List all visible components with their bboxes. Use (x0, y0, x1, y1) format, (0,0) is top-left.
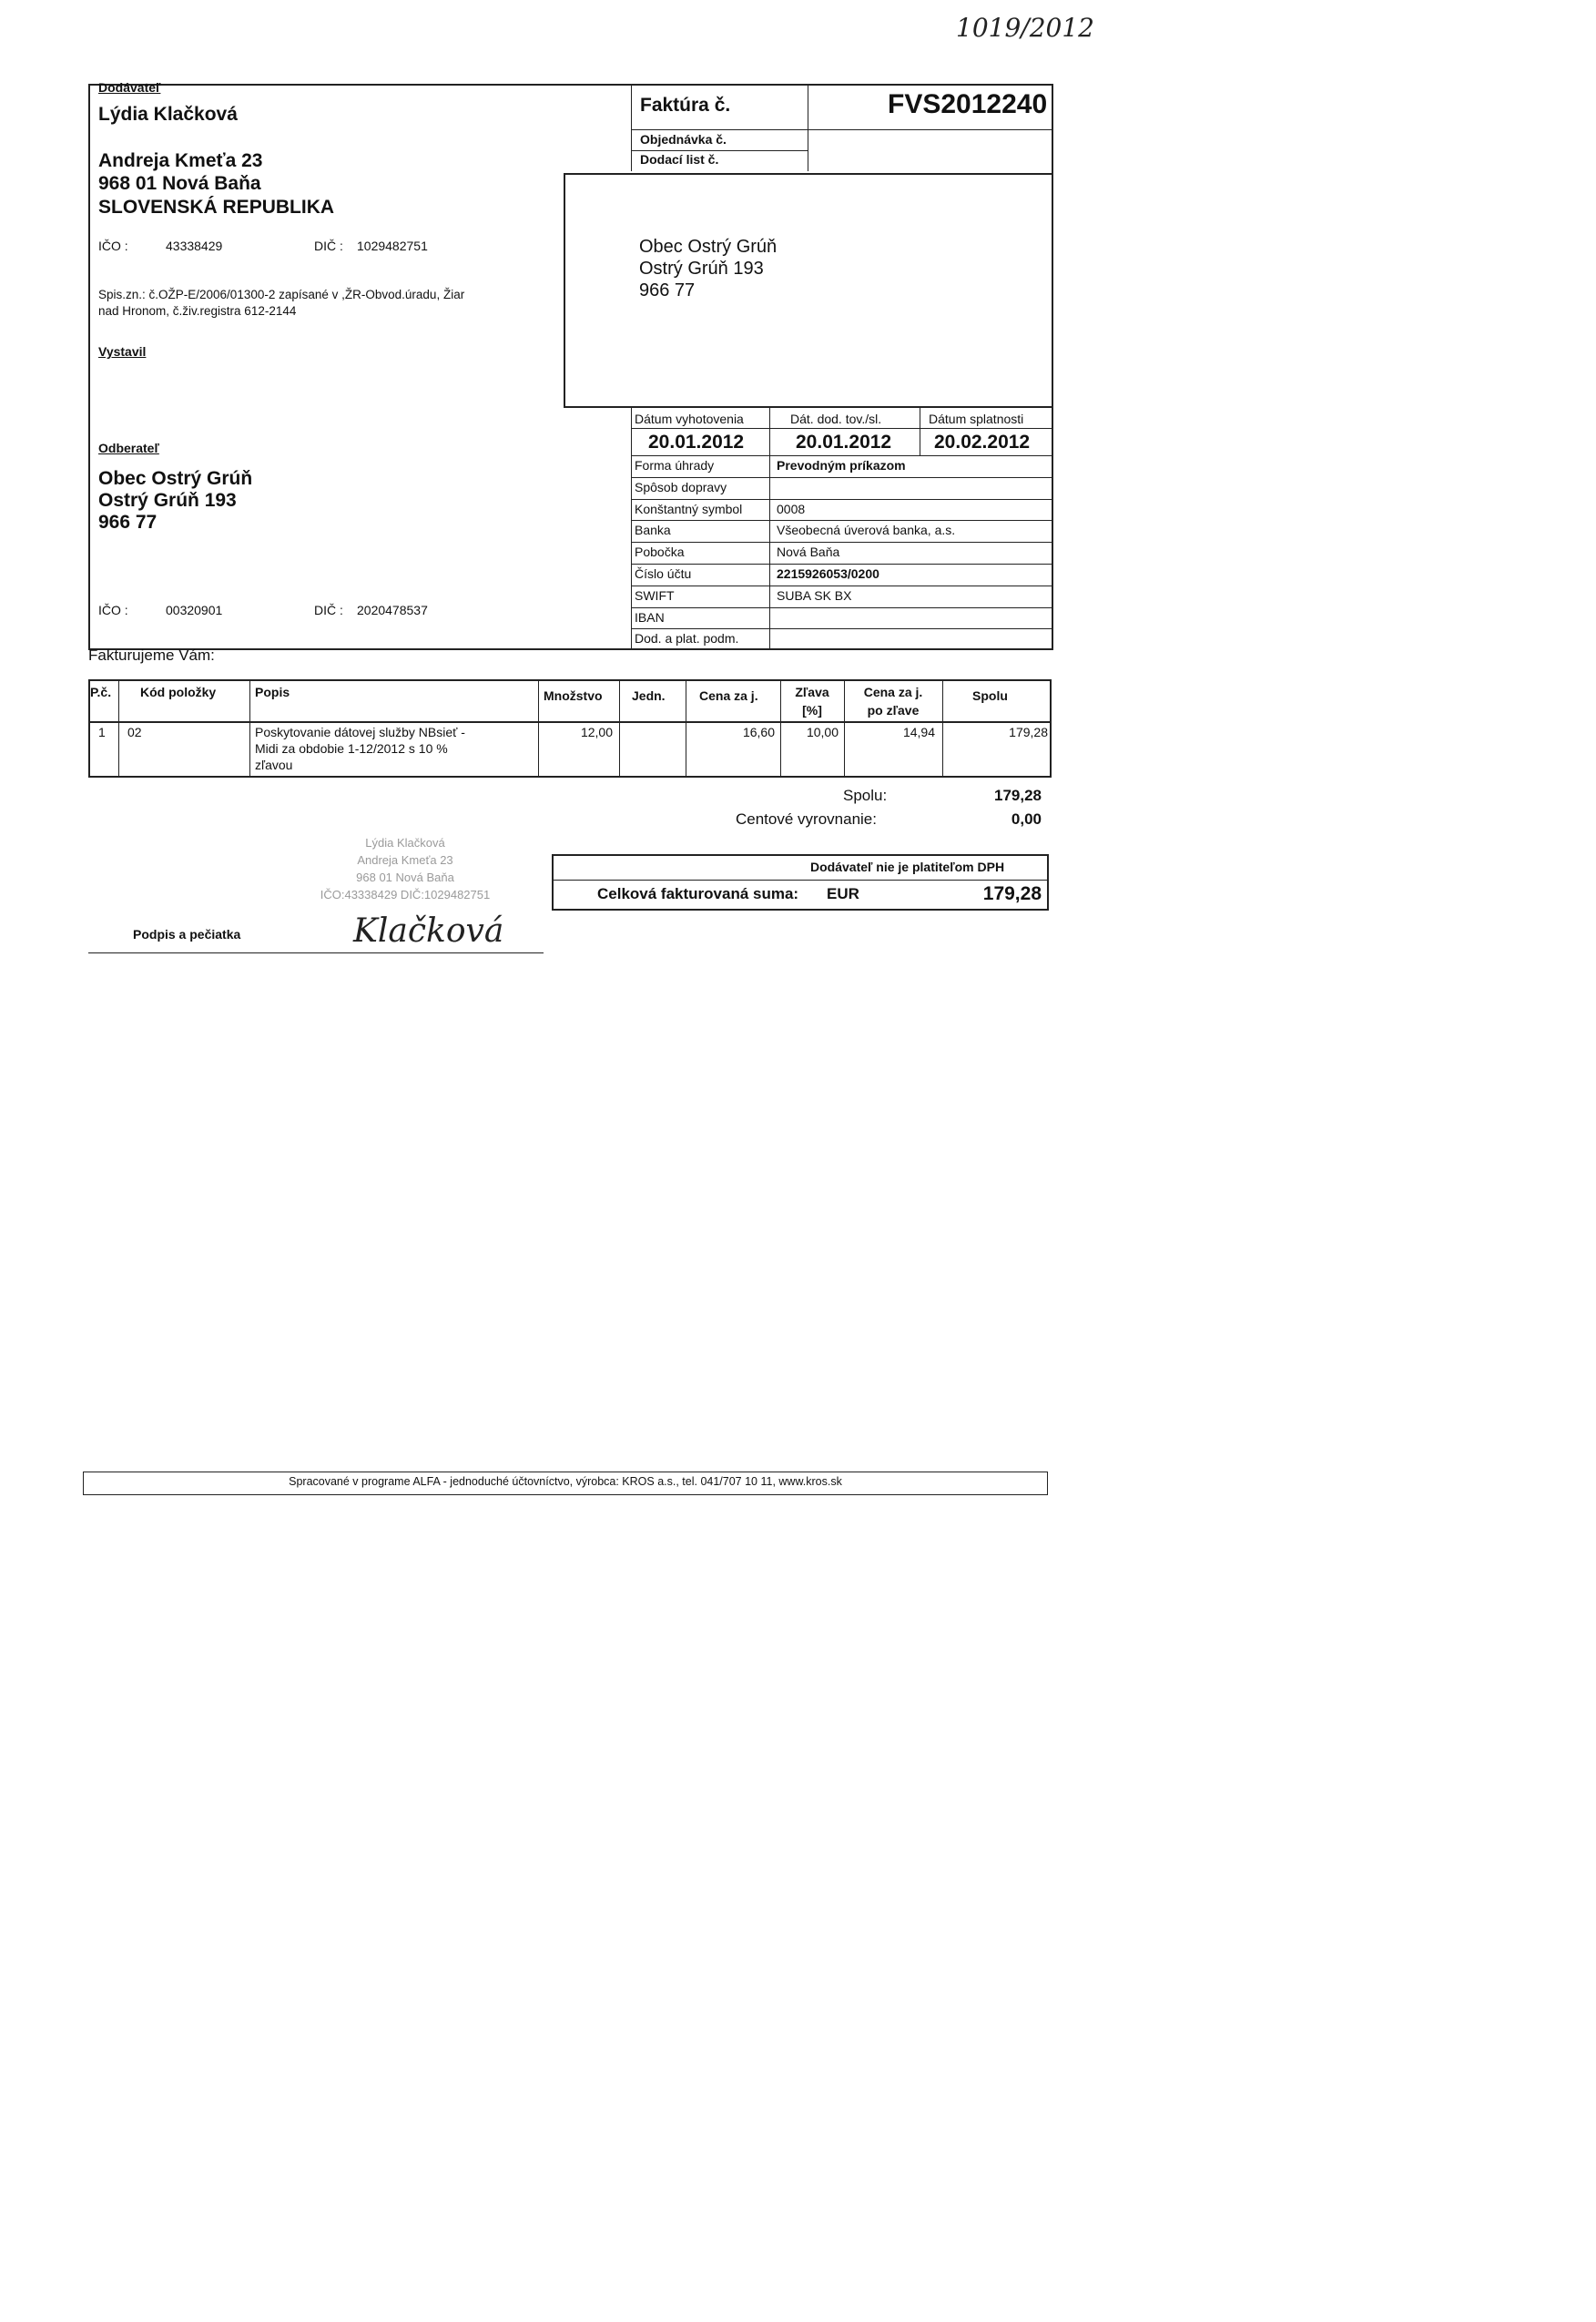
divider (631, 84, 632, 171)
divider (631, 150, 808, 151)
handwritten-signature: Klačková (353, 912, 504, 950)
supplier-street: Andreja Kmeťa 23 (98, 150, 263, 171)
customer-ico: 00320901 (166, 603, 223, 617)
stamp-line3: 968 01 Nová Baňa (356, 871, 454, 884)
handwritten-reference: 1019/2012 (956, 13, 1094, 43)
payment-row-label: Dod. a plat. podm. (635, 631, 739, 647)
col-header-qty: Množstvo (544, 688, 603, 703)
stamp-line1: Lýdia Klačková (365, 836, 445, 850)
row-code: 02 (127, 725, 142, 739)
recipient-address-line1: Obec Ostrý Grúň (639, 237, 778, 257)
divider (249, 679, 250, 778)
issued-by-label: Vystavil (98, 344, 147, 359)
supplier-city: 968 01 Nová Baňa (98, 173, 261, 194)
invoice-title-label: Faktúra č. (640, 95, 731, 116)
payment-row-label: Banka (635, 523, 671, 538)
payment-row-label: IBAN (635, 609, 665, 625)
recipient-address-window (564, 173, 1053, 408)
row-desc-line1: Poskytovanie dátovej služby NBsieť - (255, 725, 465, 739)
payment-row-value: 2215926053/0200 (777, 566, 879, 581)
row-discount: 10,00 (806, 725, 839, 739)
recipient-address-line2: Ostrý Grúň 193 (639, 259, 764, 279)
col-header-total: Spolu (972, 688, 1008, 703)
supplier-ico: 43338429 (166, 239, 223, 253)
supplier-ico-label: IČO : (98, 239, 128, 253)
stamp (291, 834, 519, 903)
supplier-dic-label: DIČ : (314, 239, 343, 253)
vat-note: Dodávateľ nie je platiteľom DPH (810, 860, 1005, 874)
divider (631, 408, 632, 650)
recipient-address-line3: 966 77 (639, 280, 696, 300)
subtotal-label: Spolu: (843, 787, 888, 804)
delivery-note-label: Dodací list č. (640, 152, 719, 167)
payment-row-label: Pobočka (635, 545, 685, 560)
rounding-label: Centové vyrovnanie: (736, 810, 877, 828)
signature-line (88, 952, 544, 953)
payment-row-label: SWIFT (635, 587, 675, 603)
grand-total-value: 179,28 (982, 883, 1042, 904)
divider (88, 721, 1052, 723)
payment-row-label: Číslo účtu (635, 566, 692, 581)
delivery-date-label: Dát. dod. tov./sl. (790, 412, 882, 426)
customer-street: Ostrý Grúň 193 (98, 490, 237, 511)
row-price: 16,60 (742, 725, 775, 739)
col-header-price: Cena za j. (699, 688, 758, 703)
divider (631, 477, 1053, 478)
customer-dic: 2020478537 (357, 603, 428, 617)
row-total: 179,28 (1009, 725, 1048, 739)
col-header-price-after-l2: po zľave (867, 703, 920, 718)
customer-city: 966 77 (98, 512, 158, 533)
currency: EUR (827, 885, 859, 902)
divider (769, 455, 770, 650)
divider (631, 607, 1053, 608)
payment-row-value: Nová Baňa (777, 545, 840, 560)
stamp-line2: Andreja Kmeťa 23 (357, 853, 453, 867)
payment-row-value: SUBA SK BX (777, 587, 852, 603)
supplier-heading: Dodávateľ (98, 80, 161, 95)
col-header-discount-unit: [%] (802, 703, 822, 718)
payment-row-value: 0008 (777, 501, 806, 516)
issue-date: 20.01.2012 (648, 432, 745, 453)
row-qty: 12,00 (580, 725, 613, 739)
divider (631, 542, 1053, 543)
due-date: 20.02.2012 (934, 432, 1031, 453)
customer-dic-label: DIČ : (314, 603, 343, 617)
invoice-number: FVS2012240 (888, 89, 1048, 119)
footer-text: Spracované v programe ALFA - jednoduché účtovníctvo, výrobca: KROS a.s., tel. 041/707 10 11, www.kros.sk (289, 1475, 842, 1488)
stamp-line4: IČO:43338429 DIČ:1029482751 (320, 888, 491, 901)
supplier-country: SLOVENSKÁ REPUBLIKA (98, 197, 335, 218)
row-price-after: 14,94 (902, 725, 935, 739)
customer-heading: Odberateľ (98, 441, 159, 455)
col-header-code: Kód položky (140, 685, 217, 699)
payment-row-value: Všeobecná úverová banka, a.s. (777, 523, 956, 538)
divider (631, 520, 1053, 521)
row-desc-line2: Midi za obdobie 1-12/2012 s 10 % (255, 741, 448, 756)
divider (631, 499, 1053, 500)
row-desc-line3: zľavou (255, 758, 293, 772)
divider (619, 679, 620, 778)
row-pc: 1 (98, 725, 106, 739)
customer-name: Obec Ostrý Grúň (98, 468, 253, 489)
billing-intro: Fakturujeme Vám: (88, 647, 215, 664)
divider (631, 129, 1053, 130)
supplier-registration-line2: nad Hronom, č.živ.registra 612-2144 (98, 304, 297, 318)
customer-ico-label: IČO : (98, 603, 128, 617)
subtotal-value: 179,28 (994, 787, 1042, 804)
due-date-label: Dátum splatnosti (929, 412, 1024, 426)
col-header-unit: Jedn. (632, 688, 666, 703)
supplier-dic: 1029482751 (357, 239, 428, 253)
grand-total-label: Celková fakturovaná suma: (597, 885, 799, 902)
col-header-price-after: Cena za j. (863, 685, 923, 699)
payment-row-label: Spôsob dopravy (635, 479, 727, 494)
issue-date-label: Dátum vyhotovenia (635, 412, 744, 426)
signature-label: Podpis a pečiatka (133, 927, 241, 942)
divider (631, 428, 1053, 429)
payment-row-label: Konštantný symbol (635, 501, 743, 516)
divider (631, 455, 1053, 456)
delivery-date: 20.01.2012 (796, 432, 892, 453)
rounding-value: 0,00 (1011, 810, 1042, 828)
col-header-desc: Popis (255, 685, 290, 699)
divider (631, 628, 1053, 629)
col-header-pc: P.č. (90, 685, 112, 699)
divider (552, 880, 1049, 881)
order-number-label: Objednávka č. (640, 132, 727, 147)
supplier-registration-line1: Spis.zn.: č.OŽP-E/2006/01300-2 zapísané v ,ŽR-Obvod.úradu, Žiar (98, 288, 465, 301)
supplier-name: Lýdia Klačková (98, 104, 238, 125)
col-header-discount: Zľava (795, 685, 829, 699)
divider (769, 408, 770, 455)
payment-row-label: Forma úhrady (635, 458, 715, 473)
divider (631, 564, 1053, 565)
payment-row-value: Prevodným príkazom (777, 458, 906, 473)
divider (118, 679, 119, 778)
